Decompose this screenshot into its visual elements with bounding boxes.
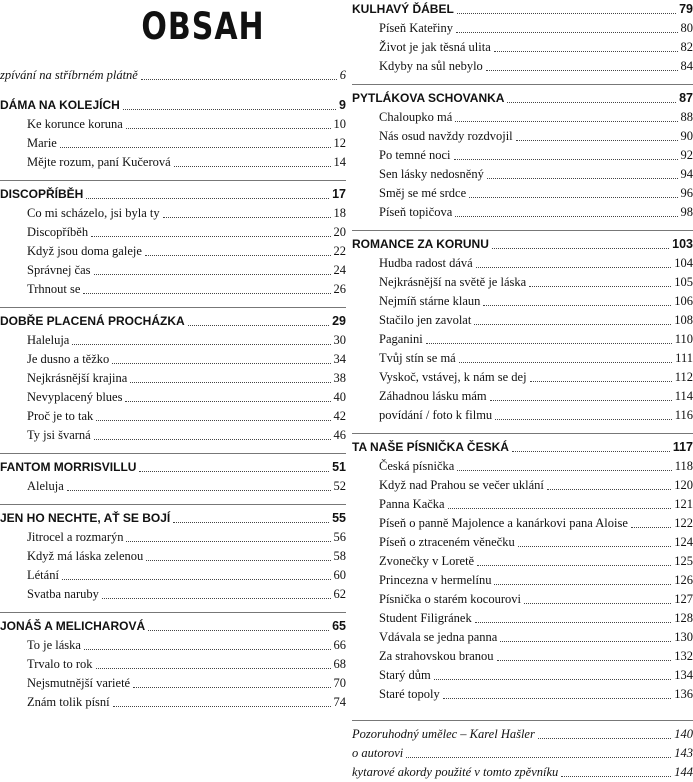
toc-label: Proč je to tak: [27, 407, 93, 426]
section-divider: [352, 433, 693, 434]
leader-dots: [483, 305, 671, 306]
toc-page: 38: [334, 369, 347, 388]
leader-dots: [512, 451, 670, 452]
toc-page: 112: [675, 368, 693, 387]
section-heading[interactable]: [0, 509, 346, 528]
song-entry[interactable]: [352, 108, 693, 127]
toc-page: 9: [339, 96, 346, 115]
toc-label: Písnička o starém kocourovi: [379, 590, 521, 609]
song-entry[interactable]: [352, 38, 693, 57]
leader-dots: [126, 541, 330, 542]
section-divider: [0, 612, 346, 613]
toc-page: 52: [334, 477, 347, 496]
section-heading[interactable]: [0, 312, 346, 331]
song-entry[interactable]: [352, 647, 693, 666]
toc-label: PYTLÁKOVA SCHOVANKA: [352, 89, 504, 108]
section-divider: [352, 230, 693, 231]
leader-dots: [188, 325, 329, 326]
leader-dots: [130, 382, 330, 383]
leader-dots: [529, 286, 671, 287]
toc-page: 108: [674, 311, 693, 330]
toc-page: 62: [334, 585, 347, 604]
toc-page: 118: [675, 457, 693, 476]
toc-page: 24: [334, 261, 347, 280]
leader-dots: [477, 565, 671, 566]
song-entry[interactable]: [0, 674, 346, 693]
toc-page: 87: [679, 89, 693, 108]
leader-dots: [434, 679, 672, 680]
song-entry[interactable]: [0, 369, 346, 388]
song-entry[interactable]: [352, 685, 693, 704]
toc-label: JONÁŠ A MELICHAROVÁ: [0, 617, 145, 636]
toc-page: 66: [334, 636, 347, 655]
leader-dots: [67, 490, 331, 491]
toc-page: 104: [674, 254, 693, 273]
song-entry[interactable]: [352, 57, 693, 76]
leader-dots: [112, 363, 330, 364]
toc-label: Ke korunce koruna: [27, 115, 123, 134]
footer-divider: [352, 720, 693, 721]
toc-page: 103: [672, 235, 693, 254]
song-entry[interactable]: [0, 204, 346, 223]
toc-page: 10: [334, 115, 347, 134]
toc-page: 26: [334, 280, 347, 299]
song-entry[interactable]: [0, 280, 346, 299]
toc-page: 98: [681, 203, 693, 222]
song-entry[interactable]: [352, 387, 693, 406]
toc-page: 30: [334, 331, 347, 350]
toc-page: 130: [674, 628, 693, 647]
leader-dots: [126, 128, 331, 129]
toc-label: Záhadnou lásku mám: [379, 387, 487, 406]
leader-dots: [507, 102, 676, 103]
toc-page: 92: [681, 146, 693, 165]
toc-label: Nevyplacený blues: [27, 388, 122, 407]
leader-dots: [146, 560, 330, 561]
song-entry[interactable]: [0, 134, 346, 153]
song-entry[interactable]: [0, 655, 346, 674]
toc-page: 51: [332, 458, 346, 477]
song-entry[interactable]: [0, 223, 346, 242]
toc-label: Znám tolik písní: [27, 693, 110, 712]
toc-label: DOBŘE PLACENÁ PROCHÁZKA: [0, 312, 185, 331]
song-entry[interactable]: [352, 330, 693, 349]
song-entry[interactable]: [352, 127, 693, 146]
toc-page: 126: [674, 571, 693, 590]
leader-dots: [94, 439, 331, 440]
toc-label: Píseň Kateřiny: [379, 19, 453, 38]
leader-dots: [72, 344, 330, 345]
song-entry[interactable]: [352, 476, 693, 495]
left-sections: [0, 96, 346, 720]
song-entry[interactable]: [352, 552, 693, 571]
leader-dots: [102, 598, 331, 599]
song-entry[interactable]: [0, 547, 346, 566]
song-entry[interactable]: [352, 203, 693, 222]
toc-label: Nejmíň stárne klaun: [379, 292, 480, 311]
toc-label: Píseň topičova: [379, 203, 452, 222]
toc-page: 120: [674, 476, 693, 495]
toc-label: Nejsmutnější varieté: [27, 674, 130, 693]
toc-label: Život je jak těsná ulita: [379, 38, 491, 57]
toc-label: Starý dům: [379, 666, 431, 685]
leader-dots: [145, 255, 331, 256]
song-entry[interactable]: [0, 528, 346, 547]
section-divider: [0, 504, 346, 505]
song-entry[interactable]: [352, 514, 693, 533]
toc-label: Aleluja: [27, 477, 64, 496]
song-entry[interactable]: [352, 311, 693, 330]
leader-dots: [487, 178, 678, 179]
section-heading[interactable]: [352, 0, 693, 19]
leader-dots: [475, 622, 672, 623]
right-footer: [352, 720, 693, 782]
toc-page: 136: [674, 685, 693, 704]
section-heading[interactable]: [0, 185, 346, 204]
toc-label: Chaloupko má: [379, 108, 452, 127]
toc-label: Jitrocel a rozmarýn: [27, 528, 123, 547]
toc-page: 22: [334, 242, 347, 261]
song-entry[interactable]: [352, 165, 693, 184]
leader-dots: [476, 267, 672, 268]
toc-page: 110: [675, 330, 693, 349]
toc-label: KULHAVÝ ĎÁBEL: [352, 0, 454, 19]
leader-dots: [163, 217, 331, 218]
toc-label: DÁMA NA KOLEJÍCH: [0, 96, 120, 115]
toc-page: 14: [334, 153, 347, 172]
toc-page: 18: [334, 204, 347, 223]
leader-dots: [524, 603, 671, 604]
leader-dots: [492, 248, 669, 249]
song-entry[interactable]: [352, 571, 693, 590]
leader-dots: [486, 70, 678, 71]
song-entry[interactable]: [352, 533, 693, 552]
toc-label: Když má láska zelenou: [27, 547, 143, 566]
section-divider: [352, 84, 693, 85]
leader-dots: [148, 630, 329, 631]
song-entry[interactable]: [352, 19, 693, 38]
toc-label: Správnej čas: [27, 261, 91, 280]
leader-dots: [62, 579, 331, 580]
leader-dots: [123, 109, 336, 110]
toc-label: Zvonečky v Loretě: [379, 552, 474, 571]
song-entry[interactable]: [352, 495, 693, 514]
toc-page: 143: [674, 744, 693, 763]
section-heading[interactable]: [0, 458, 346, 477]
toc-page: 134: [674, 666, 693, 685]
song-entry[interactable]: [0, 693, 346, 712]
toc-page: 58: [334, 547, 347, 566]
leader-dots: [455, 121, 677, 122]
toc-page: 29: [332, 312, 346, 331]
toc-page: 40: [334, 388, 347, 407]
page-title: OBSAH: [60, 0, 346, 73]
toc-label: Píseň o ztraceném věnečku: [379, 533, 515, 552]
toc-label: Staré topoly: [379, 685, 440, 704]
toc-label: Princezna v hermelínu: [379, 571, 491, 590]
leader-dots: [631, 527, 671, 528]
song-entry[interactable]: [0, 115, 346, 134]
leader-dots: [497, 660, 672, 661]
toc-label: Pozoruhodný umělec – Karel Hašler: [352, 725, 535, 744]
leader-dots: [518, 546, 672, 547]
toc-page: 6: [340, 66, 346, 85]
toc-label: FANTOM MORRISVILLU: [0, 458, 136, 477]
toc-page: 125: [674, 552, 693, 571]
leader-dots: [94, 274, 331, 275]
song-entry[interactable]: [352, 184, 693, 203]
toc-label: Když nad Prahou se večer uklání: [379, 476, 544, 495]
toc-label: Když jsou doma galeje: [27, 242, 142, 261]
leader-dots: [454, 159, 678, 160]
right-column: [352, 0, 693, 782]
song-entry[interactable]: [352, 292, 693, 311]
toc-label: Marie: [27, 134, 57, 153]
toc-label: Haleluja: [27, 331, 69, 350]
song-entry[interactable]: [0, 407, 346, 426]
toc-label: Panna Kačka: [379, 495, 445, 514]
toc-page: 94: [681, 165, 693, 184]
toc-page: 79: [679, 0, 693, 19]
leader-dots: [141, 79, 337, 80]
toc-label: kytarové akordy použité v tomto zpěvníku: [352, 763, 558, 782]
song-entry[interactable]: [352, 628, 693, 647]
leader-dots: [516, 140, 678, 141]
toc-label: Směj se mé srdce: [379, 184, 466, 203]
toc-label: zpívání na stříbrném plátně: [0, 66, 138, 85]
toc-label: Mějte rozum, paní Kučerová: [27, 153, 171, 172]
toc-page: 84: [681, 57, 693, 76]
leader-dots: [113, 706, 331, 707]
toc-label: Co mi scházelo, jsi byla ty: [27, 204, 160, 223]
song-entry[interactable]: [0, 585, 346, 604]
section-heading[interactable]: [352, 235, 693, 254]
leader-dots: [456, 32, 678, 33]
toc-page: 121: [674, 495, 693, 514]
right-sections: [352, 0, 693, 712]
leader-dots: [448, 508, 672, 509]
section-divider: [0, 180, 346, 181]
leader-dots: [469, 197, 677, 198]
leader-dots: [86, 198, 329, 199]
song-entry[interactable]: [0, 566, 346, 585]
toc-label: Po temné noci: [379, 146, 451, 165]
leader-dots: [459, 362, 672, 363]
toc-label: DISCOPŘÍBĚH: [0, 185, 83, 204]
section-divider: [0, 453, 346, 454]
toc-label: Létání: [27, 566, 59, 585]
leader-dots: [173, 522, 329, 523]
toc-page: 96: [681, 184, 693, 203]
toc-label: Stačilo jen zavolat: [379, 311, 471, 330]
song-entry[interactable]: [352, 368, 693, 387]
toc-page: 90: [681, 127, 693, 146]
song-entry[interactable]: [0, 331, 346, 350]
toc-label: Nás osud navždy rozdvojil: [379, 127, 513, 146]
toc-page: 74: [334, 693, 347, 712]
leader-dots: [538, 738, 671, 739]
toc-page: 70: [334, 674, 347, 693]
toc-label: Je dusno a těžko: [27, 350, 109, 369]
toc-label: Discopříběh: [27, 223, 88, 242]
toc-label: Trhnout se: [27, 280, 80, 299]
leader-dots: [83, 293, 330, 294]
song-entry[interactable]: [352, 349, 693, 368]
toc-label: Hudba radost dává: [379, 254, 473, 273]
song-entry[interactable]: [0, 477, 346, 496]
leader-dots: [84, 649, 331, 650]
section-divider: [0, 307, 346, 308]
toc-page: 65: [332, 617, 346, 636]
toc-label: Nejkrásnější na světě je láska: [379, 273, 526, 292]
section-heading[interactable]: [0, 617, 346, 636]
song-entry[interactable]: [0, 261, 346, 280]
leader-dots: [96, 420, 330, 421]
leader-dots: [455, 216, 677, 217]
toc-label: Tvůj stín se má: [379, 349, 456, 368]
song-entry[interactable]: [0, 153, 346, 172]
leader-dots: [494, 51, 678, 52]
song-entry[interactable]: [352, 273, 693, 292]
leader-dots: [457, 470, 671, 471]
leader-dots: [490, 400, 672, 401]
toc-label: Sen lásky nedosněný: [379, 165, 484, 184]
leader-dots: [474, 324, 671, 325]
toc-page: 42: [334, 407, 347, 426]
leader-dots: [547, 489, 671, 490]
song-entry[interactable]: [352, 254, 693, 273]
leader-dots: [426, 343, 672, 344]
toc-page: 68: [334, 655, 347, 674]
toc-label: Paganini: [379, 330, 423, 349]
toc-page: 80: [681, 19, 693, 38]
section-heading[interactable]: [0, 96, 346, 115]
toc-page: 116: [675, 406, 693, 425]
toc-label: To je láska: [27, 636, 81, 655]
song-entry[interactable]: [0, 350, 346, 369]
toc-page: 132: [674, 647, 693, 666]
leader-dots: [406, 757, 671, 758]
toc-page: 117: [673, 438, 693, 457]
left-column: [0, 0, 346, 720]
leader-dots: [125, 401, 330, 402]
song-entry[interactable]: [352, 457, 693, 476]
toc-page: 46: [334, 426, 347, 445]
song-entry[interactable]: [0, 636, 346, 655]
leader-dots: [174, 166, 331, 167]
toc-label: Píseň o panně Majolence a kanárkovi pana Aloise: [379, 514, 628, 533]
toc-page: 55: [332, 509, 346, 528]
toc-page: 82: [681, 38, 693, 57]
leader-dots: [494, 584, 671, 585]
song-entry[interactable]: [352, 609, 693, 628]
toc-label: JEN HO NECHTE, AŤ SE BOJÍ: [0, 509, 170, 528]
toc-page: 128: [674, 609, 693, 628]
toc-page: 111: [675, 349, 693, 368]
toc-page: 124: [674, 533, 693, 552]
toc-page: 127: [674, 590, 693, 609]
leader-dots: [500, 641, 671, 642]
toc-label: Trvalo to rok: [27, 655, 93, 674]
section-heading[interactable]: [352, 438, 693, 457]
toc-label: povídání / foto k filmu: [379, 406, 492, 425]
toc-label: Vyskoč, vstávej, k nám se dej: [379, 368, 527, 387]
footer-entry[interactable]: [352, 763, 693, 782]
section-heading[interactable]: [352, 89, 693, 108]
toc-page: 60: [334, 566, 347, 585]
toc-label: Nejkrásnější krajina: [27, 369, 127, 388]
toc-label: o autorovi: [352, 744, 403, 763]
leader-dots: [457, 13, 676, 14]
toc-label: Vdávala se jedna panna: [379, 628, 497, 647]
toc-page: 122: [674, 514, 693, 533]
leader-dots: [530, 381, 672, 382]
toc-page: 114: [675, 387, 693, 406]
leader-dots: [133, 687, 330, 688]
toc-page: 105: [674, 273, 693, 292]
leader-dots: [443, 698, 671, 699]
toc-label: Student Filigránek: [379, 609, 472, 628]
song-entry[interactable]: [352, 666, 693, 685]
footer-entry[interactable]: [352, 744, 693, 763]
toc-page: 20: [334, 223, 347, 242]
leader-dots: [139, 471, 329, 472]
song-entry[interactable]: [352, 406, 693, 425]
toc-page: 34: [334, 350, 347, 369]
toc-label: Ty jsi švarná: [27, 426, 91, 445]
leader-dots: [495, 419, 672, 420]
leader-dots: [91, 236, 330, 237]
toc-label: ROMANCE ZA KORUNU: [352, 235, 489, 254]
toc-label: Za strahovskou branou: [379, 647, 494, 666]
toc-page: 12: [334, 134, 347, 153]
toc-page: 17: [332, 185, 346, 204]
song-entry[interactable]: [0, 426, 346, 445]
song-entry[interactable]: [0, 242, 346, 261]
toc-label: Svatba naruby: [27, 585, 99, 604]
toc-page: 56: [334, 528, 347, 547]
song-entry[interactable]: [0, 388, 346, 407]
toc-page: 88: [681, 108, 693, 127]
song-entry[interactable]: [352, 146, 693, 165]
leader-dots: [96, 668, 331, 669]
leader-dots: [561, 776, 671, 777]
toc-label: Česká písnička: [379, 457, 454, 476]
toc-label: Kdyby na sůl nebylo: [379, 57, 483, 76]
toc-page: 106: [674, 292, 693, 311]
toc-page: 140: [674, 725, 693, 744]
footer-entry[interactable]: [352, 725, 693, 744]
toc-page: 144: [674, 763, 693, 782]
toc-label: TA NAŠE PÍSNIČKA ČESKÁ: [352, 438, 509, 457]
leader-dots: [60, 147, 331, 148]
